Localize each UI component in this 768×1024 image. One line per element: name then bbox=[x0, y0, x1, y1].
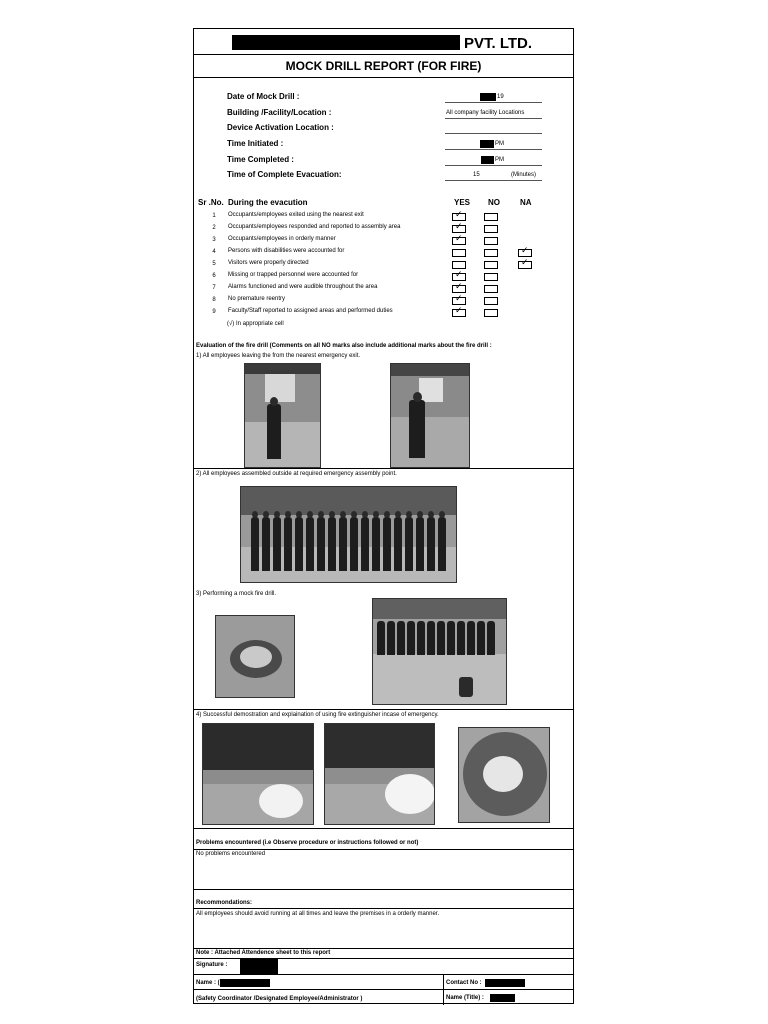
checkbox-yes[interactable] bbox=[452, 282, 466, 293]
photo-exit-left bbox=[244, 363, 321, 468]
photo-person bbox=[284, 517, 292, 571]
tick-mark-icon: ✓ bbox=[455, 270, 463, 280]
photo-detail bbox=[385, 774, 435, 814]
photo-person-head bbox=[318, 511, 324, 518]
evaluation-item-3: 3) Performing a mock fire drill. bbox=[196, 591, 277, 597]
photo-detail bbox=[483, 756, 523, 792]
recommendations-text: All employees should avoid running at all times and leave the premises in a orderly manner. bbox=[196, 911, 440, 917]
photo-detail bbox=[325, 724, 435, 768]
during-header: During the evacution bbox=[228, 198, 308, 207]
checkbox-yes[interactable] bbox=[452, 234, 466, 245]
photo-person-head bbox=[417, 511, 423, 518]
checkbox-no[interactable] bbox=[484, 249, 498, 257]
photo-person bbox=[339, 517, 347, 571]
photo-person-head bbox=[252, 511, 258, 518]
photo-detail bbox=[267, 404, 281, 459]
checklist-question: Missing or trapped personnel were accounted for bbox=[228, 272, 359, 278]
photo-person bbox=[467, 621, 475, 655]
tick-mark-icon: ✓ bbox=[521, 258, 529, 268]
photo-person-head bbox=[406, 511, 412, 518]
checklist-srno: 7 bbox=[212, 285, 216, 291]
photo-person bbox=[251, 517, 259, 571]
device-label: Device Activation Location : bbox=[227, 123, 334, 132]
photo-detail bbox=[270, 397, 278, 406]
photo-person bbox=[417, 621, 425, 655]
divider bbox=[194, 989, 573, 990]
photo-person-head bbox=[296, 511, 302, 518]
photo-person-head bbox=[384, 511, 390, 518]
checkbox-na[interactable] bbox=[518, 258, 532, 269]
checklist-srno: 2 bbox=[212, 225, 216, 231]
photo-person bbox=[328, 517, 336, 571]
date-value: 19 bbox=[497, 94, 504, 100]
checklist-question: Occupants/employees in orderly manner bbox=[228, 236, 336, 242]
checkbox-yes[interactable] bbox=[452, 306, 466, 317]
photo-detail bbox=[241, 487, 457, 515]
name-title-label: Name (Title) : bbox=[446, 995, 484, 1001]
photo-detail bbox=[240, 646, 272, 668]
photo-person-head bbox=[373, 511, 379, 518]
time-initiated-value: PM bbox=[495, 141, 504, 147]
checklist-question: No premature reentry bbox=[228, 296, 286, 302]
photo-person-head bbox=[263, 511, 269, 518]
divider bbox=[194, 468, 573, 469]
checkbox-yes[interactable] bbox=[452, 261, 466, 269]
evaluation-item-2: 2) All employees assembled outside at required emergency assembly point. bbox=[196, 471, 397, 477]
checklist-srno: 3 bbox=[212, 237, 216, 243]
evac-label: Time of Complete Evacuation: bbox=[227, 170, 342, 179]
photo-detail bbox=[245, 422, 320, 467]
checkbox-no[interactable] bbox=[484, 273, 498, 281]
na-header: NA bbox=[520, 198, 532, 207]
company-suffix: PVT. LTD. bbox=[464, 35, 533, 52]
photo-person bbox=[262, 517, 270, 571]
divider bbox=[194, 948, 573, 949]
photo-person bbox=[457, 621, 465, 655]
photo-person bbox=[405, 517, 413, 571]
checklist-srno: 5 bbox=[212, 261, 216, 267]
checklist-srno: 4 bbox=[212, 249, 216, 255]
evaluation-heading: Evaluation of the fire drill (Comments on all NO marks also include additional marks about the fire drill : bbox=[196, 343, 492, 349]
divider bbox=[194, 974, 573, 975]
photo-person bbox=[427, 517, 435, 571]
time-initiated-field bbox=[445, 139, 542, 150]
tick-mark-icon: ✓ bbox=[455, 282, 463, 292]
photo-person bbox=[383, 517, 391, 571]
contact-label: Contact No : bbox=[446, 980, 482, 986]
redacted-date bbox=[480, 93, 496, 101]
checklist-question: Occupants/employees responded and reported to assembly area bbox=[228, 224, 401, 230]
evaluation-item-1: 1) All employees leaving the from the nearest emergency exit. bbox=[196, 353, 361, 359]
time-completed-field bbox=[445, 155, 542, 166]
photo-person-head bbox=[340, 511, 346, 518]
building-label: Building /Facility/Location : bbox=[227, 108, 332, 117]
divider bbox=[194, 908, 573, 909]
device-field bbox=[445, 123, 542, 134]
redacted-signature bbox=[240, 959, 278, 974]
redacted-company-name bbox=[232, 35, 460, 50]
photo-person bbox=[377, 621, 385, 655]
checklist-question: Alarms functioned and were audible throughout the area bbox=[228, 284, 378, 290]
yes-header: YES bbox=[454, 198, 471, 207]
checklist-question: Occupants/employees exited using the nearest exit bbox=[228, 212, 364, 218]
checkbox-yes[interactable] bbox=[452, 270, 466, 281]
checkbox-no[interactable] bbox=[484, 297, 498, 305]
photo-detail bbox=[265, 374, 295, 402]
photo-person-head bbox=[307, 511, 313, 518]
photo-person bbox=[306, 517, 314, 571]
photo-person-head bbox=[329, 511, 335, 518]
checkbox-no[interactable] bbox=[484, 225, 498, 233]
photo-person bbox=[361, 517, 369, 571]
redacted-name bbox=[220, 979, 270, 987]
recommendations-heading: Recommondations: bbox=[196, 900, 253, 906]
checkbox-na[interactable] bbox=[518, 246, 532, 257]
photo-person bbox=[387, 621, 395, 655]
photo-person bbox=[317, 517, 325, 571]
tick-mark-icon: ✓ bbox=[455, 234, 463, 244]
photo-exit-right bbox=[390, 363, 470, 468]
signature-label: Signature : bbox=[196, 962, 228, 968]
checkbox-no[interactable] bbox=[484, 213, 498, 221]
photo-detail bbox=[245, 364, 321, 374]
tick-mark-icon: ✓ bbox=[455, 222, 463, 232]
photo-extinguisher-demo-2 bbox=[324, 723, 435, 825]
photo-detail bbox=[419, 378, 443, 402]
photo-person bbox=[407, 621, 415, 655]
photo-detail bbox=[409, 400, 425, 458]
redacted-contact bbox=[485, 979, 525, 987]
tick-mark-icon: ✓ bbox=[455, 306, 463, 316]
divider bbox=[194, 889, 573, 890]
checkbox-no[interactable] bbox=[484, 285, 498, 293]
photo-person-head bbox=[428, 511, 434, 518]
photo-detail bbox=[413, 392, 422, 402]
time-initiated-label: Time Initiated : bbox=[227, 139, 284, 148]
divider bbox=[194, 709, 573, 710]
checkbox-yes[interactable] bbox=[452, 210, 466, 221]
footer-note: Note : Attached Attendence sheet to this report bbox=[196, 950, 331, 956]
photo-person bbox=[427, 621, 435, 655]
checkbox-yes[interactable] bbox=[452, 249, 466, 257]
photo-person-head bbox=[285, 511, 291, 518]
evac-field bbox=[445, 170, 542, 181]
photo-person bbox=[438, 517, 446, 571]
tick-mark-icon: ✓ bbox=[521, 246, 529, 256]
name-label: Name : ( bbox=[196, 980, 220, 986]
photo-person bbox=[397, 621, 405, 655]
photo-fire-pan bbox=[215, 615, 295, 698]
time-completed-label: Time Completed : bbox=[227, 155, 294, 164]
photo-detail bbox=[373, 654, 506, 704]
photo-person bbox=[394, 517, 402, 571]
photo-person bbox=[477, 621, 485, 655]
photo-extinguisher-demo-1 bbox=[202, 723, 314, 825]
photo-person-head bbox=[439, 511, 445, 518]
photo-mock-drill-crowd bbox=[372, 598, 507, 705]
checkbox-yes[interactable] bbox=[452, 294, 466, 305]
photo-person-head bbox=[395, 511, 401, 518]
photo-person-head bbox=[351, 511, 357, 518]
photo-person bbox=[416, 517, 424, 571]
photo-detail bbox=[391, 364, 470, 376]
checkbox-no[interactable] bbox=[484, 309, 498, 317]
divider bbox=[194, 828, 573, 829]
photo-extinguished-pan bbox=[458, 727, 550, 823]
photo-person-head bbox=[274, 511, 280, 518]
checkbox-no[interactable] bbox=[484, 237, 498, 245]
divider bbox=[194, 77, 573, 78]
building-field bbox=[445, 108, 542, 119]
photo-detail bbox=[459, 677, 473, 697]
photo-person bbox=[437, 621, 445, 655]
role-label: (Safety Coordinator /Designated Employee/Administrator ) bbox=[196, 996, 363, 1002]
redacted-name-title bbox=[490, 994, 515, 1002]
time-completed-value: PM bbox=[495, 157, 504, 163]
redacted-time bbox=[481, 156, 494, 164]
photo-detail bbox=[259, 784, 303, 818]
no-header: NO bbox=[488, 198, 500, 207]
building-value: All company facility Locations bbox=[446, 110, 525, 116]
photo-person-head bbox=[362, 511, 368, 518]
checklist-srno: 6 bbox=[212, 273, 216, 279]
photo-person bbox=[447, 621, 455, 655]
photo-person bbox=[372, 517, 380, 571]
date-field bbox=[445, 92, 542, 103]
photo-person bbox=[273, 517, 281, 571]
photo-detail bbox=[373, 599, 507, 619]
report-title: MOCK DRILL REPORT (FOR FIRE) bbox=[285, 59, 482, 73]
evac-value: 15 bbox=[473, 172, 480, 178]
redacted-time bbox=[480, 140, 494, 148]
photo-detail bbox=[391, 417, 469, 467]
tick-mark-icon: ✓ bbox=[455, 294, 463, 304]
evac-unit: (Minutes) bbox=[511, 172, 537, 178]
evaluation-item-4: 4) Successful demostration and explaination of using fire extinguisher incase of emergency. bbox=[196, 712, 439, 718]
photo-person bbox=[487, 621, 495, 655]
srno-header: Sr .No. bbox=[198, 198, 224, 207]
problems-heading: Problems encountered (i.e Observe procedure or instructions followed or not) bbox=[196, 840, 419, 846]
divider bbox=[194, 849, 573, 850]
checkbox-no[interactable] bbox=[484, 261, 498, 269]
photo-person bbox=[295, 517, 303, 571]
date-label: Date of Mock Drill : bbox=[227, 92, 300, 101]
problems-text: No problems encountered bbox=[196, 851, 266, 857]
checkbox-yes[interactable] bbox=[452, 222, 466, 233]
photo-person bbox=[350, 517, 358, 571]
photo-assembly-group bbox=[240, 486, 457, 583]
checklist-srno: 9 bbox=[212, 309, 216, 315]
report-sheet bbox=[193, 28, 574, 1004]
checklist-question: Faculty/Staff reported to assigned areas and performed duties bbox=[228, 308, 393, 314]
checklist-srno: 8 bbox=[212, 297, 216, 303]
tick-mark-icon: ✓ bbox=[455, 210, 463, 220]
photo-detail bbox=[203, 724, 314, 770]
divider bbox=[194, 54, 573, 55]
checklist-question: Visitors were properly directed bbox=[228, 260, 309, 266]
tick-note: (√) In appropriate cell bbox=[227, 321, 284, 327]
checklist-srno: 1 bbox=[212, 213, 216, 219]
checklist-question: Persons with disabilities were accounted for bbox=[228, 248, 345, 254]
